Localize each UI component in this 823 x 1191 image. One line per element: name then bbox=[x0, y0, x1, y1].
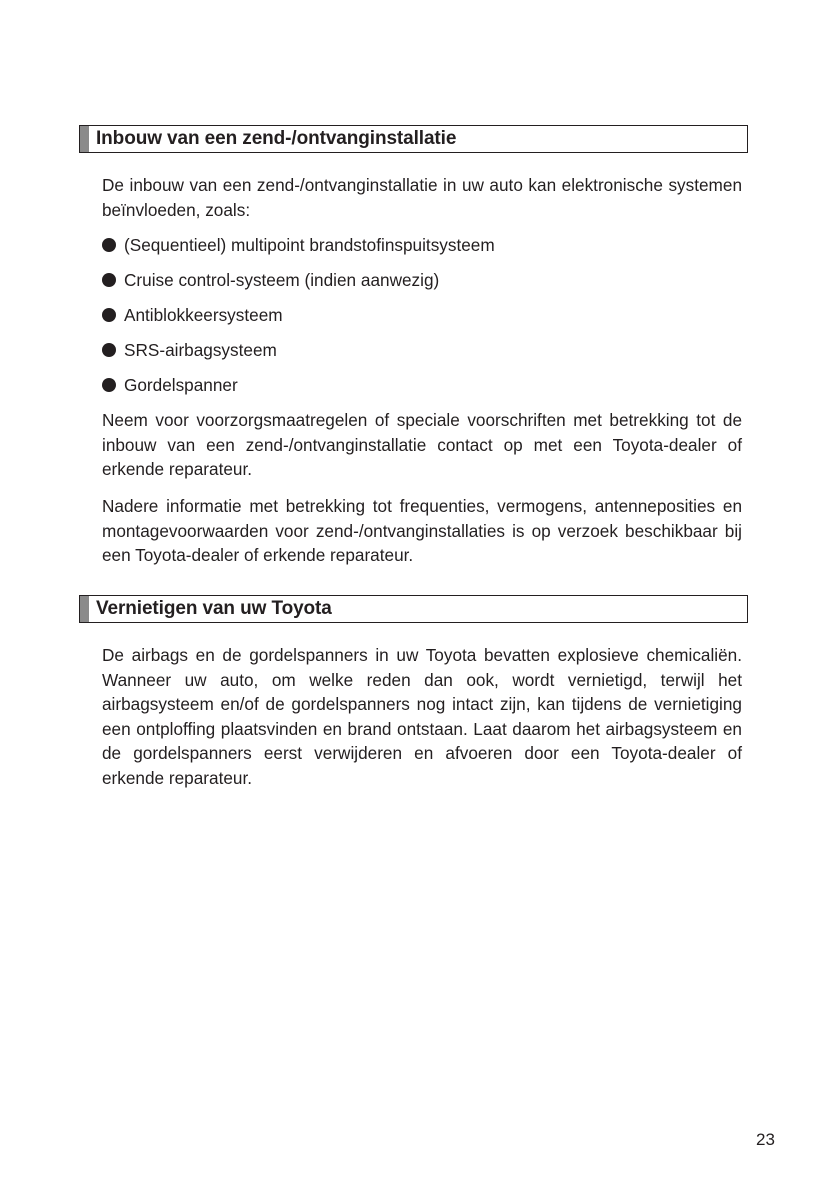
list-item: Gordelspanner bbox=[102, 373, 495, 408]
section-heading-installation bbox=[79, 125, 748, 153]
list-item: SRS-airbagsysteem bbox=[102, 338, 495, 373]
list-item: (Sequentieel) multipoint brandstofinspuitsysteem bbox=[102, 233, 495, 268]
affected-systems-list bbox=[102, 233, 495, 408]
bullet-icon bbox=[102, 343, 116, 357]
section-title: Inbouw van een zend-/ontvanginstallatie bbox=[96, 128, 457, 149]
section-title: Vernietigen van uw Toyota bbox=[96, 598, 332, 619]
details-paragraph: Nadere informatie met betrekking tot frequenties, vermogens, antenneposities en montagevoorwaarden voor zend-/ontvanginstallaties is op verzoek beschikbaar bij een Toyota-dealer of erkende reparateur. bbox=[102, 496, 742, 565]
bullet-icon bbox=[102, 273, 116, 287]
section-heading-disposal bbox=[79, 595, 748, 623]
list-item: Antiblokkeersysteem bbox=[102, 303, 495, 338]
heading-accent-bar bbox=[80, 596, 89, 622]
heading-accent-bar bbox=[80, 126, 89, 152]
precautions-paragraph: Neem voor voorzorgsmaatregelen of speciale voorschriften met betrekking tot de inbouw van een zend-/ontvanginstallatie contact op met een Toyota-dealer of erkende reparateur. bbox=[102, 410, 742, 479]
bullet-icon bbox=[102, 238, 116, 252]
disposal-paragraph: De airbags en de gordelspanners in uw Toyota bevatten explosieve chemicaliën. Wanneer uw auto, om welke reden dan ook, wordt vernietigd, terwijl het airbagsysteem en/of de gordelspanners nog intact zijn, kan tijdens de vernietiging een ontploffing plaatsvinden en brand ontstaan. Laat daarom het airbagsysteem en de gordelspanners eerst verwijderen en afvoeren door een Toyota-dealer of erkende reparateur. bbox=[102, 645, 742, 788]
bullet-icon bbox=[102, 378, 116, 392]
intro-paragraph: De inbouw van een zend-/ontvanginstallatie in uw auto kan elektronische systemen beïnvloeden, zoals: bbox=[102, 175, 742, 220]
page-number: 23 bbox=[756, 1130, 775, 1149]
list-item: Cruise control-systeem (indien aanwezig) bbox=[102, 268, 495, 303]
bullet-icon bbox=[102, 308, 116, 322]
